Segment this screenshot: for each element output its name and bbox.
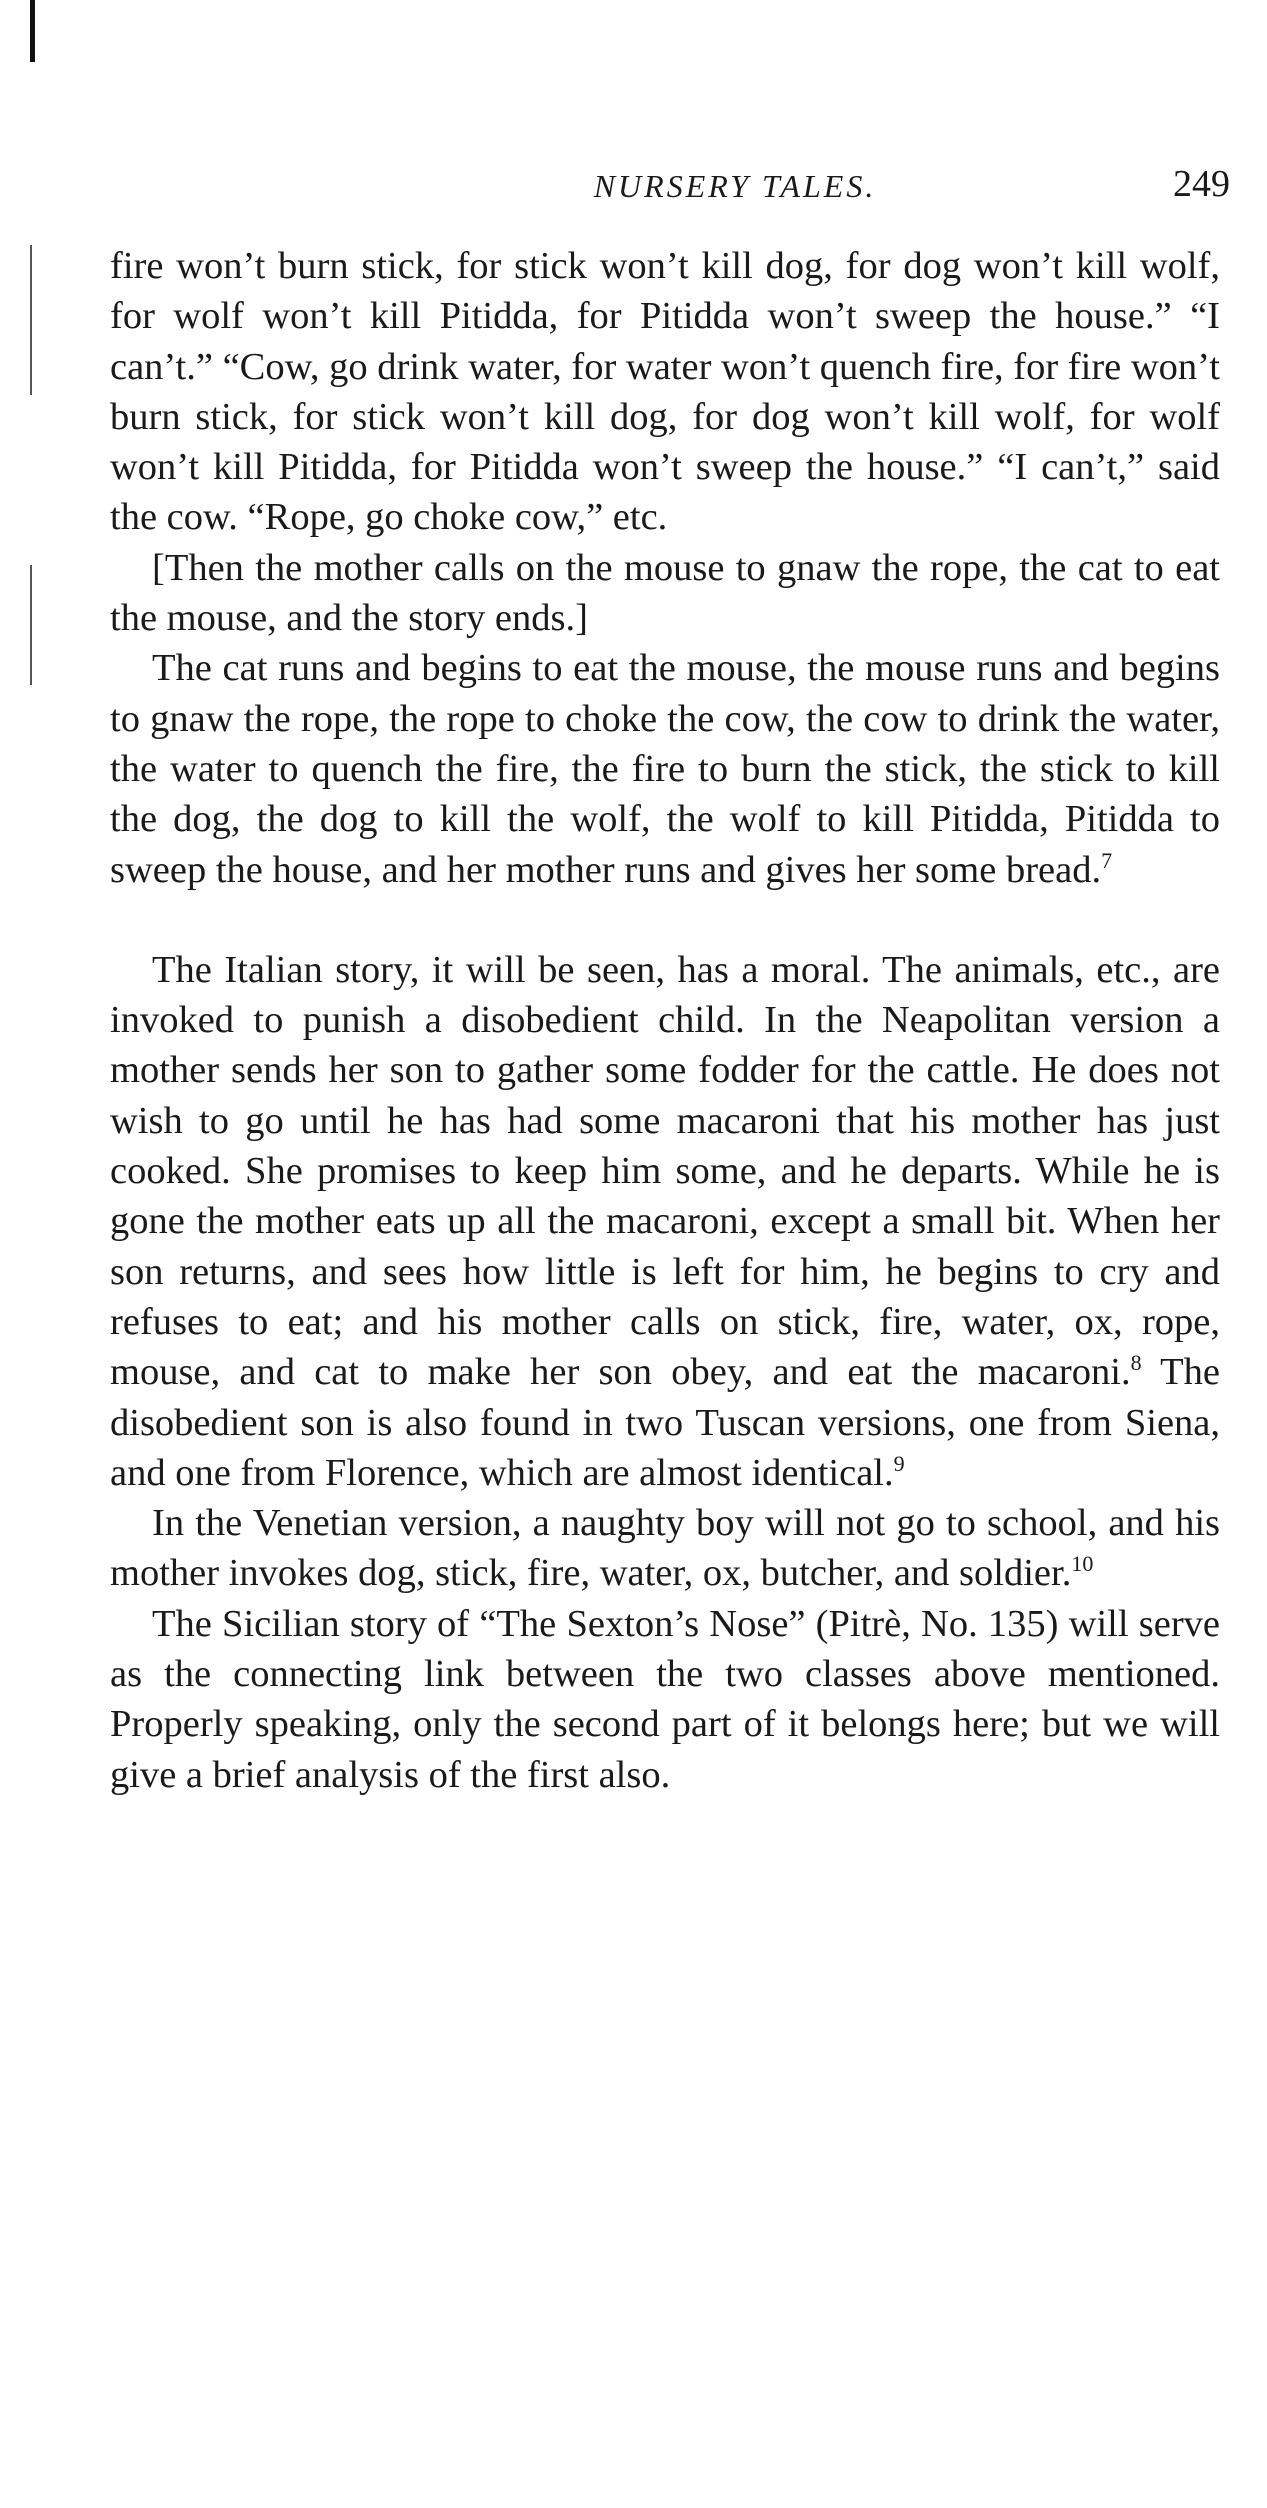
- footnote-ref: 10: [1071, 1551, 1094, 1577]
- paragraph-sicilian-story: [110, 1599, 1220, 1800]
- paragraph-text: The disobedient son is also found in two Tuscan versions, one from Siena, and one from Florence, which are almost identical.: [110, 1351, 1220, 1494]
- paragraph-text: The Sicilian story of “The Sexton’s Nose” (Pitrè, No. 135) will serve as the connecting link between the two classes above mentioned. Properly speaking, only the second part of it belongs here; but we will give a brief analysis of the first also.: [110, 1602, 1220, 1796]
- paragraph-story-ending: [110, 643, 1220, 894]
- footnote-ref: 7: [1101, 847, 1113, 873]
- running-title: NURSERY TALES.: [593, 168, 877, 204]
- paragraph-text: [Then the mother calls on the mouse to gnaw the rope, the cat to eat the mouse, and the story ends.]: [110, 546, 1220, 640]
- paragraph-continued: [110, 241, 1220, 543]
- paragraph-text: The cat runs and begins to eat the mouse, the mouse runs and begins to gnaw the rope, the rope to choke the cow, the cow to drink the water, the water to quench the fire, the fire to burn the stick, the stick to kill the dog, the dog to kill the wolf, the wolf to kill Pitidda, Pitidda to sweep the house, and her mother runs and gives her some bread.: [110, 647, 1220, 891]
- paragraph-text: The Italian story, it will be seen, has a moral. The animals, etc., are invoked to punish a disobedient child. In the Neapolitan version a mother sends her son to gather some fodder for the cattle. He does not wish to go until he has had some macaroni that his mother has just cooked. She promises to keep him some, and he departs. While he is gone the mother eats up all the macaroni, except a small bit. When her son returns, and sees how little is left for him, he begins to cry and refuses to eat; and his mother calls on stick, fire, water, ox, rope, mouse, and cat to make her son obey, and eat the macaroni.: [110, 948, 1220, 1394]
- running-header: [110, 160, 1230, 210]
- page-number: 249: [1173, 163, 1230, 205]
- footnote-ref: 9: [893, 1450, 905, 1476]
- paragraph-venetian-version: [110, 1498, 1220, 1599]
- footnote-ref: 8: [1130, 1350, 1142, 1376]
- paragraph-text: In the Venetian version, a naughty boy will not go to school, and his mother invokes dog, stick, fire, water, ox, butcher, and soldier.: [110, 1502, 1220, 1595]
- margin-rule-mark: [30, 245, 32, 395]
- margin-rule-mark: [30, 565, 32, 685]
- paragraph-italian-story: [110, 945, 1220, 1498]
- paragraph-bracketed-note: [110, 543, 1220, 644]
- scan-edge-mark: [30, 0, 35, 62]
- page-body: [110, 241, 1220, 1800]
- paragraph-text: fire won’t burn stick, for stick won’t kill dog, for dog won’t kill wolf, for wolf won’t kill Pitidda, for Pitidda won’t sweep the house.” “I can’t.” “Cow, go drink water, for water won’t quench fire, for fire won’t burn stick, for stick won’t kill dog, for dog won’t kill wolf, for wolf won’t kill Pitidda, for Pitidda won’t sweep the house.” “I can’t,” said the cow. “Rope, go choke cow,” etc.: [110, 245, 1220, 539]
